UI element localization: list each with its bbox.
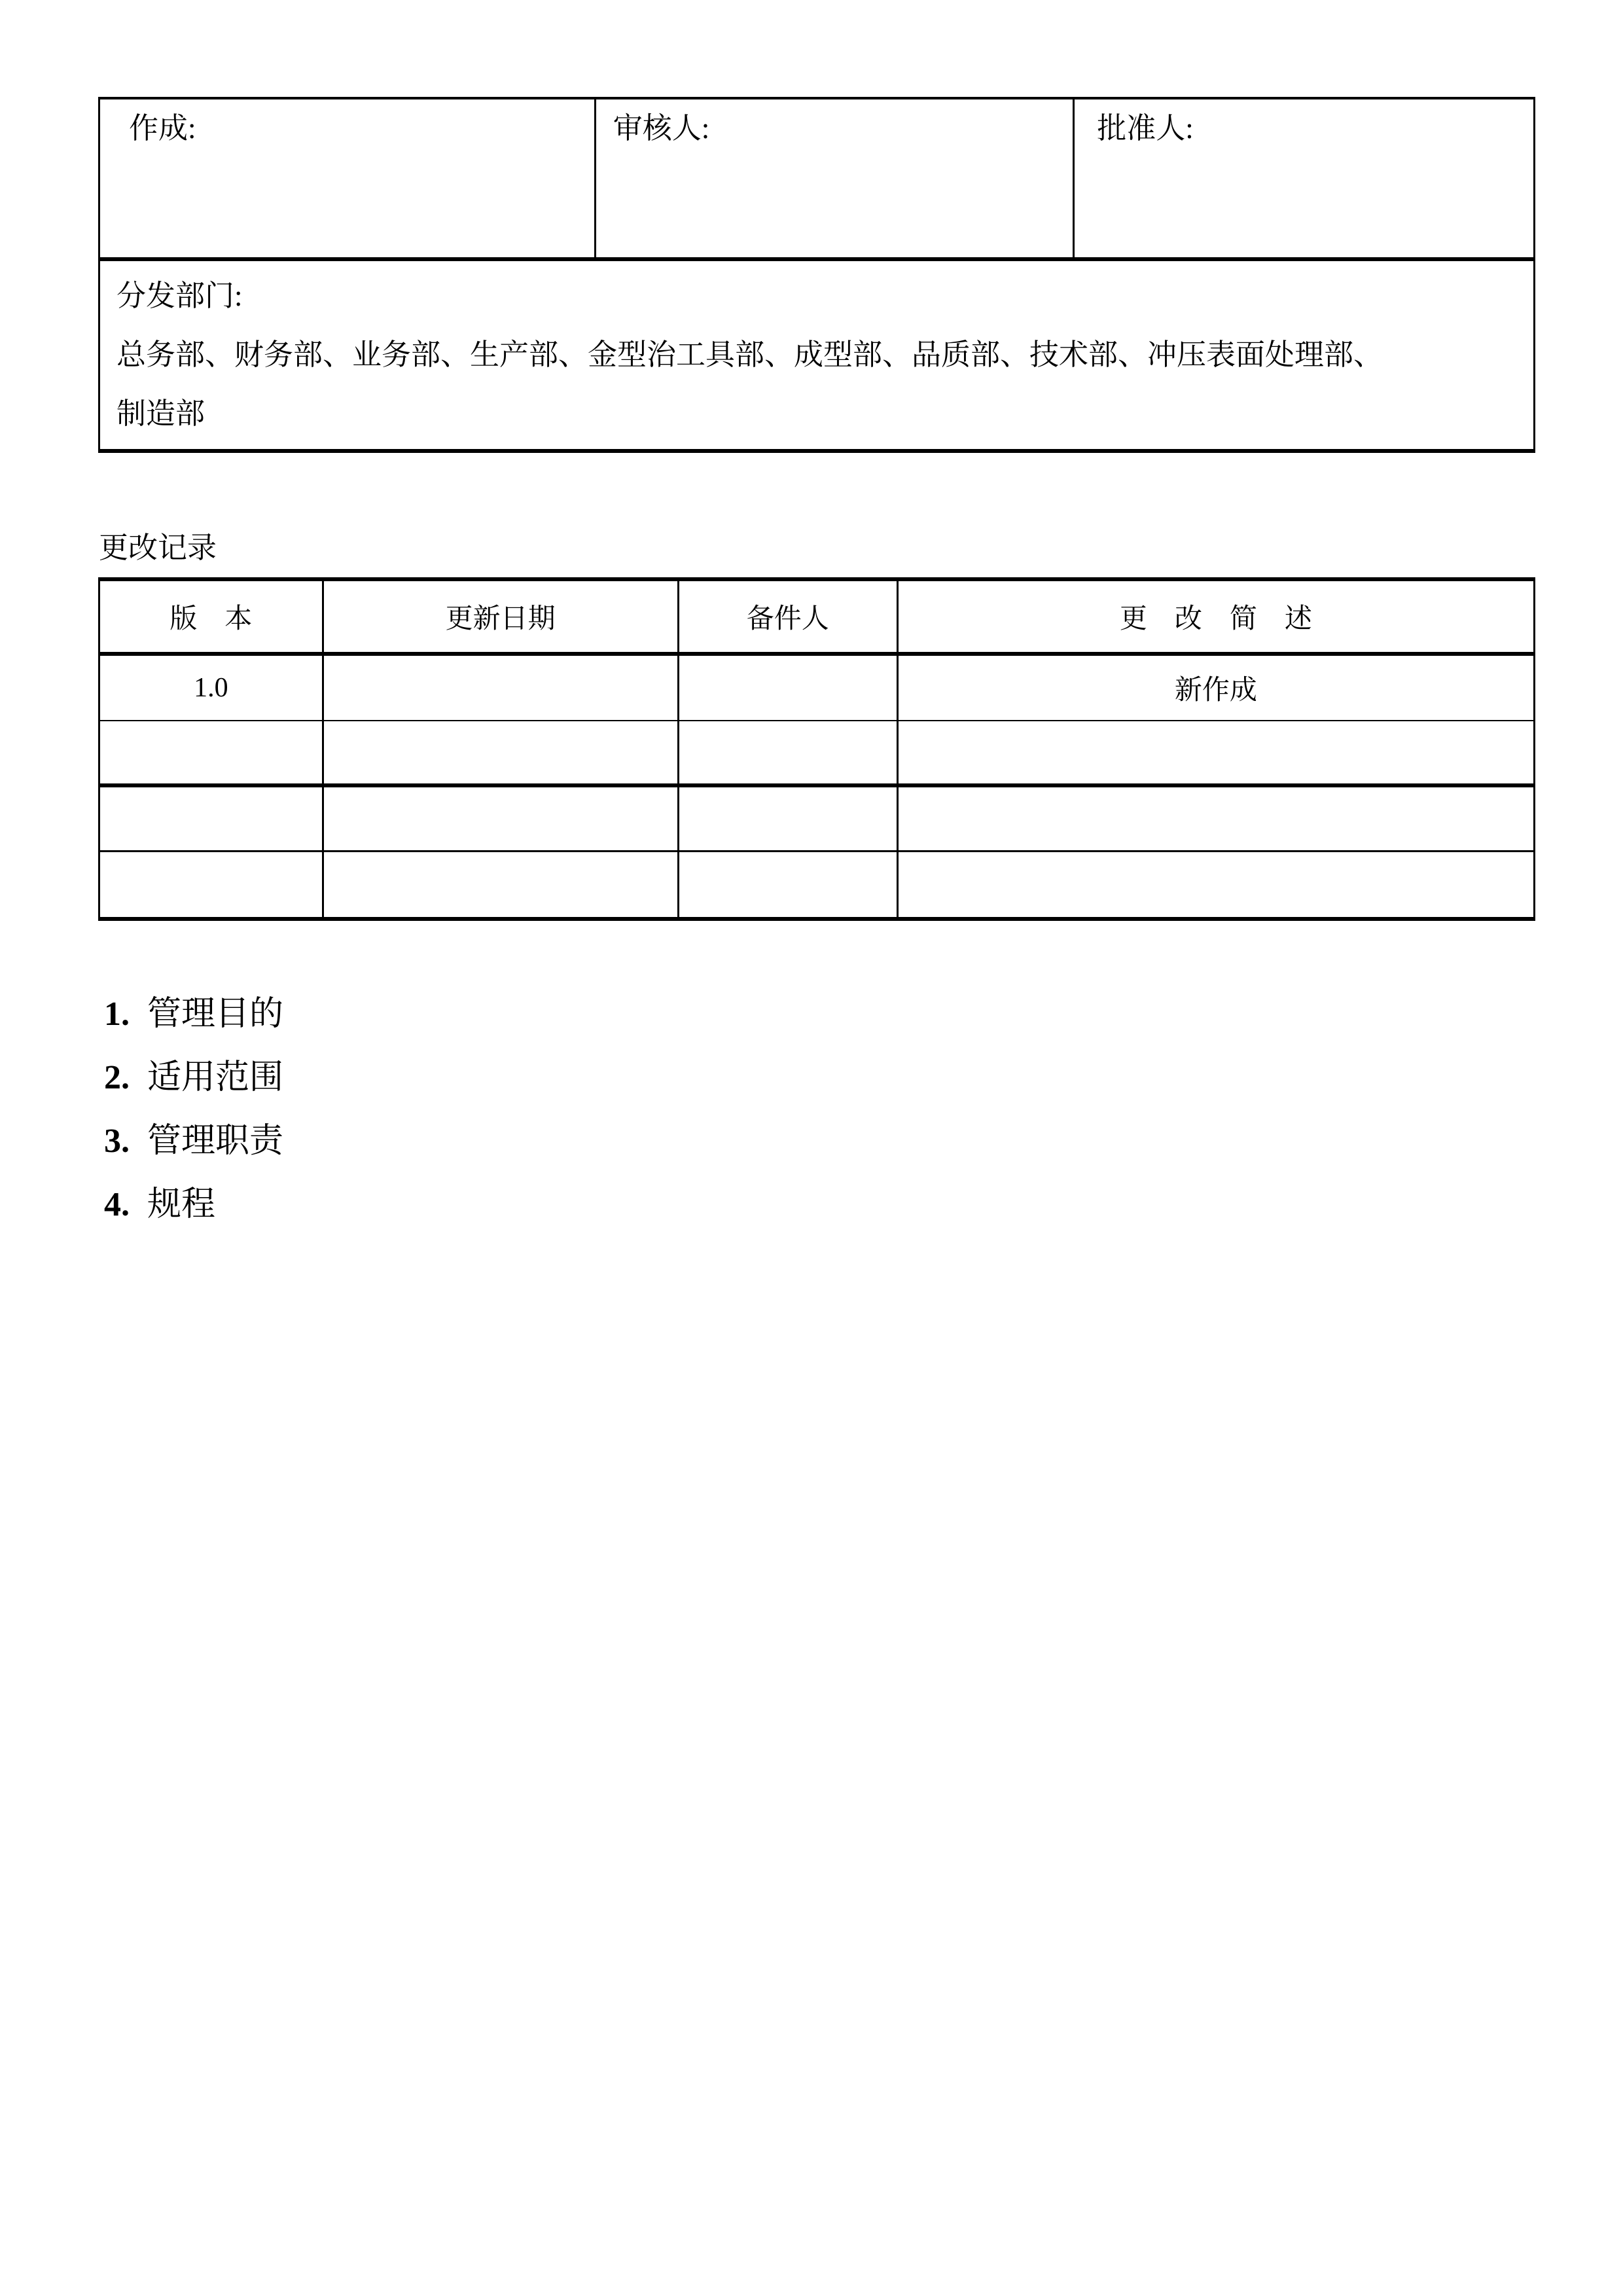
- outline-item-1: [104, 994, 283, 1035]
- approver-cell: [1075, 99, 1533, 257]
- change-record-row: [100, 656, 1533, 721]
- version-cell: 1.0: [100, 656, 324, 720]
- update-date-cell: [324, 852, 679, 917]
- distribution-departments-line1: 总务部、财务部、业务部、生产部、金型治工具部、成型部、品质部、技术部、冲压表面处理部、: [116, 338, 1383, 371]
- outline-item-number: 1.: [104, 996, 130, 1033]
- outline-item-4: [104, 1184, 215, 1226]
- change-record-row: [100, 787, 1533, 852]
- distribution-cell: [100, 261, 1533, 443]
- column-header-summary: 更 改 简 述: [1119, 604, 1312, 634]
- change-record-heading: 更改记录: [99, 531, 217, 564]
- update-date-cell: [324, 721, 679, 783]
- outline-item-number: 4.: [104, 1186, 130, 1223]
- recorder-cell: [679, 852, 899, 917]
- outline-item-text: 规程: [147, 1186, 216, 1223]
- change-record-row: [100, 852, 1533, 917]
- distribution-departments-line2: 制造部: [116, 397, 205, 430]
- summary-cell: 新作成: [1174, 675, 1257, 706]
- change-record-table: [98, 577, 1535, 921]
- outline-item-number: 3.: [104, 1122, 130, 1160]
- distribution-label: 分发部门:: [116, 279, 243, 312]
- outline-item-text: 适用范围: [147, 1059, 284, 1096]
- version-cell: [100, 721, 324, 783]
- update-date-cell: [324, 656, 679, 720]
- column-header-update-date: 更新日期: [324, 581, 679, 652]
- created-by-label: 作成:: [129, 112, 196, 145]
- approval-table-header-row: [100, 99, 1533, 261]
- summary-cell: [899, 852, 1533, 917]
- approval-table: [98, 97, 1535, 453]
- change-record-row: [100, 721, 1533, 787]
- recorder-cell: [679, 721, 899, 783]
- outline-item-text: 管理职责: [147, 1122, 284, 1160]
- recorder-cell: [679, 787, 899, 850]
- outline-item-2: [104, 1057, 283, 1099]
- update-date-cell: [324, 787, 679, 850]
- reviewer-cell: [596, 99, 1075, 257]
- column-header-recorder: 备件人: [679, 581, 899, 652]
- outline-item-text: 管理目的: [147, 996, 284, 1033]
- change-record-header-row: [100, 581, 1533, 656]
- created-by-cell: [100, 99, 596, 257]
- summary-cell: [899, 721, 1533, 783]
- approver-label: 批准人:: [1097, 112, 1194, 145]
- reviewer-label: 审核人:: [613, 112, 710, 145]
- column-header-version: 版 本: [100, 581, 324, 652]
- outline-item-number: 2.: [104, 1059, 130, 1096]
- summary-cell: [899, 787, 1533, 850]
- version-cell: [100, 852, 324, 917]
- recorder-cell: [679, 656, 899, 720]
- outline-item-3: [104, 1121, 283, 1162]
- version-cell: [100, 787, 324, 850]
